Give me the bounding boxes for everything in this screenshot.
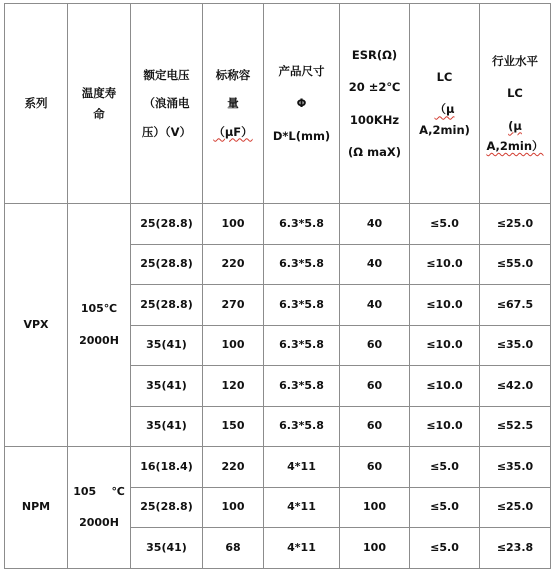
size-cell: 6.3*5.8 [264, 325, 340, 366]
capacitance-cell: 100 [203, 487, 264, 528]
industry-cell: ≤35.0 [480, 447, 551, 488]
lc-cell: ≤10.0 [410, 406, 480, 447]
lc-cell: ≤10.0 [410, 285, 480, 326]
header-size: 产品尺寸 Φ D*L(mm) [264, 4, 340, 204]
series-cell: NPM [5, 447, 68, 569]
industry-cell: ≤67.5 [480, 285, 551, 326]
table-row [5, 447, 551, 488]
esr-cell: 100 [340, 487, 410, 528]
capacitance-cell: 120 [203, 366, 264, 407]
table-row [5, 204, 551, 245]
capacitance-cell: 270 [203, 285, 264, 326]
temp-life-cell: 105 ℃ 2000H [68, 447, 131, 569]
capacitance-cell: 220 [203, 447, 264, 488]
temp-life-cell: 105℃ 2000H [68, 204, 131, 447]
esr-cell: 40 [340, 285, 410, 326]
lc-cell: ≤5.0 [410, 528, 480, 569]
industry-cell: ≤25.0 [480, 487, 551, 528]
esr-cell: 60 [340, 325, 410, 366]
header-industry-level: 行业水平 LC (μ A,2min） [480, 4, 551, 204]
size-cell: 6.3*5.8 [264, 244, 340, 285]
header-rated-voltage: 额定电压 （浪涌电 压）（V） [131, 4, 203, 204]
voltage-cell: 25(28.8) [131, 487, 203, 528]
esr-cell: 60 [340, 406, 410, 447]
size-cell: 4*11 [264, 528, 340, 569]
voltage-cell: 25(28.8) [131, 244, 203, 285]
size-cell: 6.3*5.8 [264, 285, 340, 326]
capacitance-cell: 150 [203, 406, 264, 447]
voltage-cell: 35(41) [131, 406, 203, 447]
size-cell: 4*11 [264, 447, 340, 488]
spec-table [4, 3, 551, 569]
capacitance-cell: 68 [203, 528, 264, 569]
voltage-cell: 35(41) [131, 366, 203, 407]
industry-cell: ≤55.0 [480, 244, 551, 285]
capacitance-cell: 220 [203, 244, 264, 285]
capacitance-cell: 100 [203, 325, 264, 366]
lc-cell: ≤10.0 [410, 366, 480, 407]
header-temp-life: 温度寿 命 [68, 4, 131, 204]
size-cell: 6.3*5.8 [264, 406, 340, 447]
lc-cell: ≤10.0 [410, 325, 480, 366]
header-row [5, 4, 551, 204]
size-cell: 6.3*5.8 [264, 366, 340, 407]
esr-cell: 100 [340, 528, 410, 569]
voltage-cell: 35(41) [131, 325, 203, 366]
esr-cell: 60 [340, 447, 410, 488]
size-cell: 6.3*5.8 [264, 204, 340, 245]
lc-cell: ≤5.0 [410, 447, 480, 488]
lc-cell: ≤5.0 [410, 487, 480, 528]
header-series: 系列 [5, 4, 68, 204]
header-lc: LC （μ A,2min) [410, 4, 480, 204]
esr-cell: 60 [340, 366, 410, 407]
header-esr: ESR(Ω) 20 ±2℃ 100KHz (Ω maX) [340, 4, 410, 204]
esr-cell: 40 [340, 244, 410, 285]
voltage-cell: 25(28.8) [131, 204, 203, 245]
industry-cell: ≤52.5 [480, 406, 551, 447]
industry-cell: ≤25.0 [480, 204, 551, 245]
lc-cell: ≤5.0 [410, 204, 480, 245]
industry-cell: ≤23.8 [480, 528, 551, 569]
esr-cell: 40 [340, 204, 410, 245]
capacitance-cell: 100 [203, 204, 264, 245]
voltage-cell: 35(41) [131, 528, 203, 569]
voltage-cell: 25(28.8) [131, 285, 203, 326]
voltage-cell: 16(18.4) [131, 447, 203, 488]
industry-cell: ≤42.0 [480, 366, 551, 407]
series-cell: VPX [5, 204, 68, 447]
lc-cell: ≤10.0 [410, 244, 480, 285]
header-capacitance: 标称容 量 （μF） [203, 4, 264, 204]
size-cell: 4*11 [264, 487, 340, 528]
industry-cell: ≤35.0 [480, 325, 551, 366]
